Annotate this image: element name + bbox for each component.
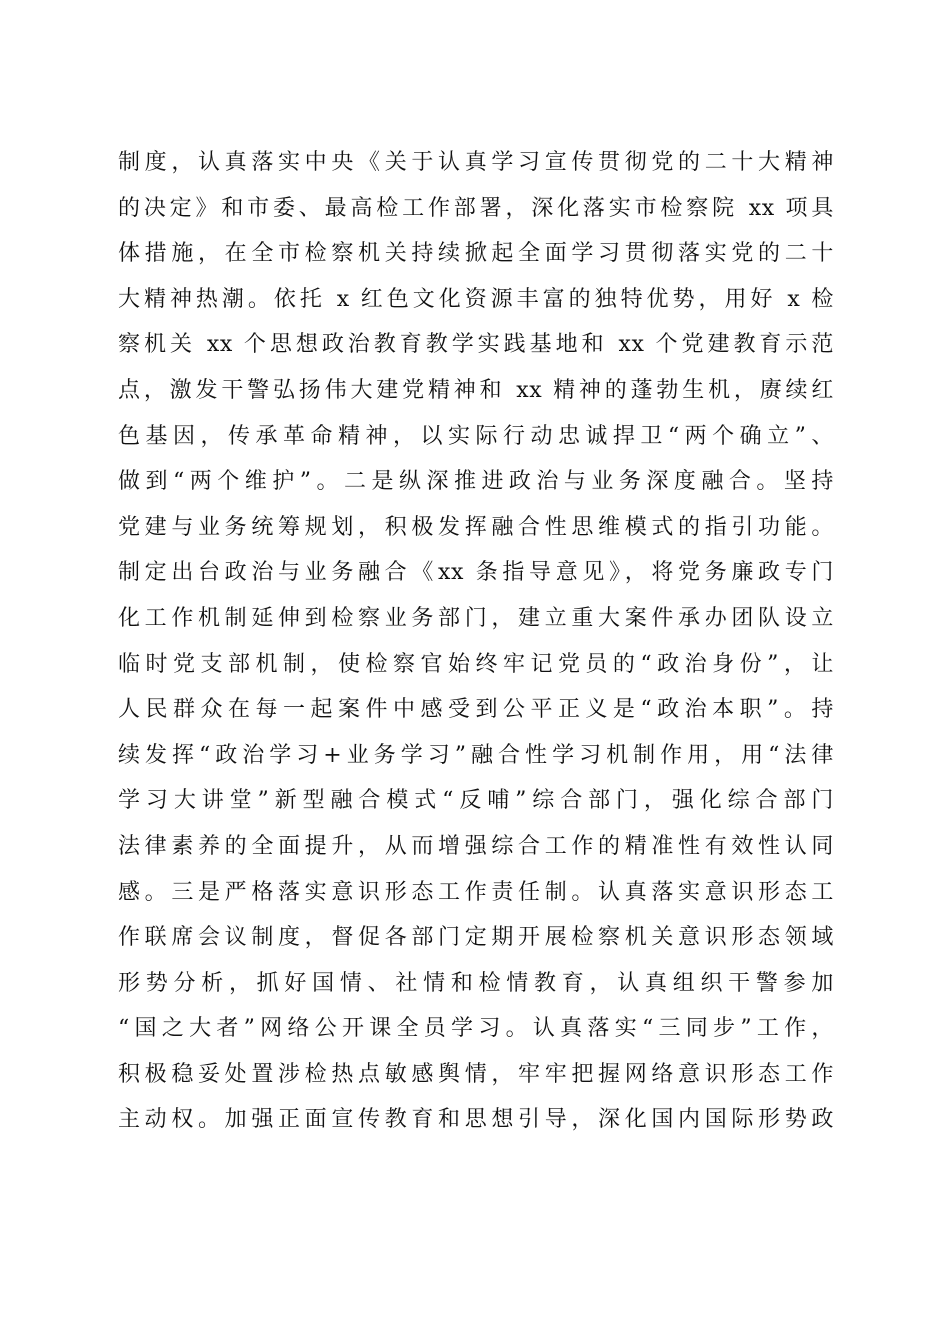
text-line: 制度，认真落实中央《关于认真学习宣传贯彻党的二十大精神 bbox=[118, 150, 834, 175]
text-line: 大精神热潮。依托 x 红色文化资源丰富的独特优势，用好 x 检 bbox=[118, 286, 834, 312]
text-line: “国之大者”网络公开课全员学习。认真落实“三同步”工作， bbox=[118, 1016, 834, 1042]
text-line: 察机关 xx 个思想政治教育教学实践基地和 xx 个党建教育示范 bbox=[118, 332, 834, 358]
text-line: 感。三是严格落实意识形态工作责任制。认真落实意识形态工 bbox=[118, 879, 834, 905]
text-line: 法律素养的全面提升，从而增强综合工作的精准性有效性认同 bbox=[118, 833, 834, 859]
text-line: 体措施，在全市检察机关持续掀起全面学习贯彻落实党的二十 bbox=[118, 241, 834, 267]
text-line: 积极稳妥处置涉检热点敏感舆情，牢牢把握网络意识形态工作 bbox=[118, 1061, 834, 1087]
text-line: 点，激发干警弘扬伟大建党精神和 xx 精神的蓬勃生机，赓续红 bbox=[118, 377, 834, 403]
text-line: 形势分析，抓好国情、社情和检情教育，认真组织干警参加 bbox=[118, 970, 834, 996]
text-line: 的决定》和市委、最高检工作部署，深化落实市检察院 xx 项具 bbox=[118, 195, 834, 221]
body-paragraph bbox=[118, 140, 834, 1143]
text-line: 制定出台政治与业务融合《xx 条指导意见》，将党务廉政专门 bbox=[118, 560, 834, 586]
text-line: 党建与业务统筹规划，积极发挥融合性思维模式的指引功能。 bbox=[118, 514, 834, 540]
text-line: 化工作机制延伸到检察业务部门，建立重大案件承办团队设立 bbox=[118, 605, 834, 631]
text-line: 作联席会议制度，督促各部门定期开展检察机关意识形态领域 bbox=[118, 925, 834, 951]
text-line: 色基因，传承革命精神，以实际行动忠诚捍卫“两个确立”、 bbox=[118, 423, 834, 449]
text-line: 续发挥“政治学习+业务学习”融合性学习机制作用，用“法律 bbox=[118, 742, 834, 768]
text-line: 临时党支部机制，使检察官始终牢记党员的“政治身份”，让 bbox=[118, 651, 834, 677]
text-line: 主动权。加强正面宣传教育和思想引导，深化国内国际形势政 bbox=[118, 1107, 834, 1133]
text-line: 学习大讲堂”新型融合模式“反哺”综合部门，强化综合部门 bbox=[118, 788, 834, 814]
text-line: 人民群众在每一起案件中感受到公平正义是“政治本职”。持 bbox=[118, 697, 834, 723]
text-line: 做到“两个维护”。二是纵深推进政治与业务深度融合。坚持 bbox=[118, 469, 834, 495]
